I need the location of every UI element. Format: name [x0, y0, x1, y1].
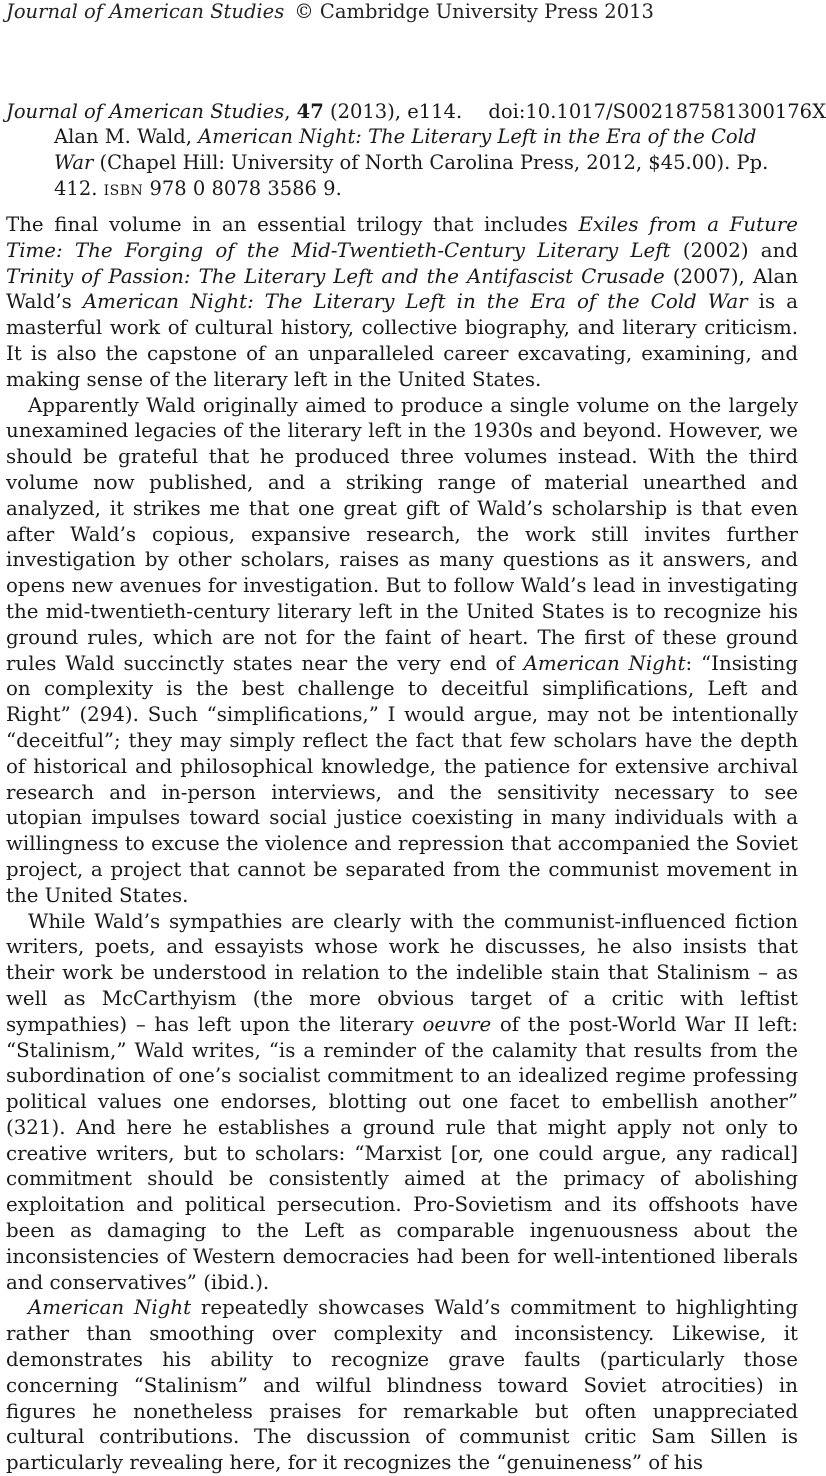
p1-text: (2002) and [670, 238, 798, 262]
p2-title-american-night: American Night [523, 651, 686, 675]
review-body [6, 212, 798, 1476]
p2-text: Apparently Wald originally aimed to produce a single volume on the largely unexamined legacies of the literary left in the 1930s and beyond. However, we should be grateful that he produced three volumes instead. With the third volume now published, and a striking range of material unearthed and analyzed, it strikes me that one great gift of Wald’s scholarship is that even after Wald’s copious, expansive research, the work still invites further investigation by other scholars, raises as many questions as it answers, and opens new avenues for investigation. But to follow Wald’s lead in investigating the mid-twentieth-century literary left in the United States is to recognize his ground rules, which are not for the faint of heart. The first of these ground rules Wald succinctly states near the very end of [6, 393, 798, 675]
book-title: American Night: The Literary Left in the Era of the Cold War [54, 125, 757, 174]
book-isbn: 978 0 8078 3586 9. [143, 177, 342, 200]
citation-year-issue: (2013), e114. [323, 100, 463, 123]
paragraph-2 [6, 393, 798, 909]
isbn-label: ISBN [103, 183, 144, 199]
article-citation [6, 100, 826, 123]
running-header [6, 0, 654, 24]
p1-text: (2007), Alan Wald’s [6, 264, 798, 314]
book-author: Alan M. Wald, [54, 125, 199, 148]
book-publication: (Chapel Hill: University of North Carolina Press, 2012, $45.00). Pp. 412. [54, 151, 769, 200]
citation-separator: , [284, 100, 291, 123]
p3-text: While Wald’s sympathies are clearly with the communist-influenced fiction writers, poets, and essayists whose work he discusses, he also insists that their work be understood in relation to the indelible stain that Stalinism – as well as McCarthyism (the more obvious target of a critic with leftist sympathies) – has left upon the literary [6, 909, 798, 1036]
p3-text: of the post-World War II left: “Stalinism,” Wald writes, “is a reminder of the calamity that results from the subordination of one’s socialist commitment to an idealized regime professing political values one endorses, blotting out one facet to embellish another” (321). And here he establishes a ground rule that might apply not only to creative writers, but to scholars: “Marxist [or, one could argue, any radical] commitment should be consistently aimed at the primacy of abolishing exploitation and political persecution. Pro-Sovietism and its offshoots have been as damaging to the Left as comparable ingenuousness about the inconsistencies of Western democracies had been for well-intentioned liberals and conservatives” (ibid.). [6, 1012, 798, 1294]
p2-text: : “Insisting on complexity is the best challenge to deceitful simplifications, Left and Right” (294). Such “simplifications,” I would argue, may not be intentionally “deceitful”; they may simply reflect the fact that few scholars have the depth of historical and philosophical knowledge, the patience for extensive archival research and in-person interviews, and the sensitivity necessary to see utopian impulses toward social justice coexisting in many individuals with a willingness to excuse the violence and repression that accompanied the Soviet project, a project that cannot be separated from the communist movement in the United States. [6, 651, 799, 907]
header-copyright: © Cambridge University Press 2013 [294, 0, 654, 23]
paragraph-3 [6, 909, 798, 1296]
p1-title-american-night: American Night: The Literary Left in the Era of the Cold War [82, 290, 748, 314]
citation-doi[interactable]: doi:10.1017/S002187581300176X [488, 100, 826, 123]
p1-title-exiles: Exiles from a Future Time: The Forging of the Mid-Twentieth-Century Literary Left [6, 213, 798, 262]
book-reference [54, 124, 796, 204]
p4-title-american-night: American Night [28, 1296, 192, 1320]
p3-oeuvre: oeuvre [422, 1012, 492, 1036]
citation-volume: 47 [296, 100, 324, 123]
p1-text: The final volume in an essential trilogy that includes [6, 213, 579, 236]
header-journal-title: Journal of American Studies [6, 0, 285, 23]
paragraph-1 [6, 212, 798, 393]
p4-text: repeatedly showcases Wald’s commitment to highlighting rather than smoothing over complexity and inconsistency. Likewise, it demonstrates his ability to recognize grave faults (particularly those concerning “Stalinism” and wilful blindness toward Soviet atrocities) in figures he nonetheless praises for remarkable but often unappreciated cultural contributions. The discussion of communist critic Sam Sillen is particularly revealing here, for it recognizes the “genuineness” of his [6, 1296, 798, 1475]
p1-text: is a masterful work of cultural history, collective biography, and literary criticism. It is also the capstone of an unparalleled career excavating, examining, and making sense of the literary left in the United States. [6, 290, 799, 391]
p1-title-trinity: Trinity of Passion: The Literary Left and the Antifascist Crusade [6, 264, 665, 288]
paragraph-4 [6, 1295, 798, 1476]
citation-journal: Journal of American Studies [6, 100, 285, 123]
